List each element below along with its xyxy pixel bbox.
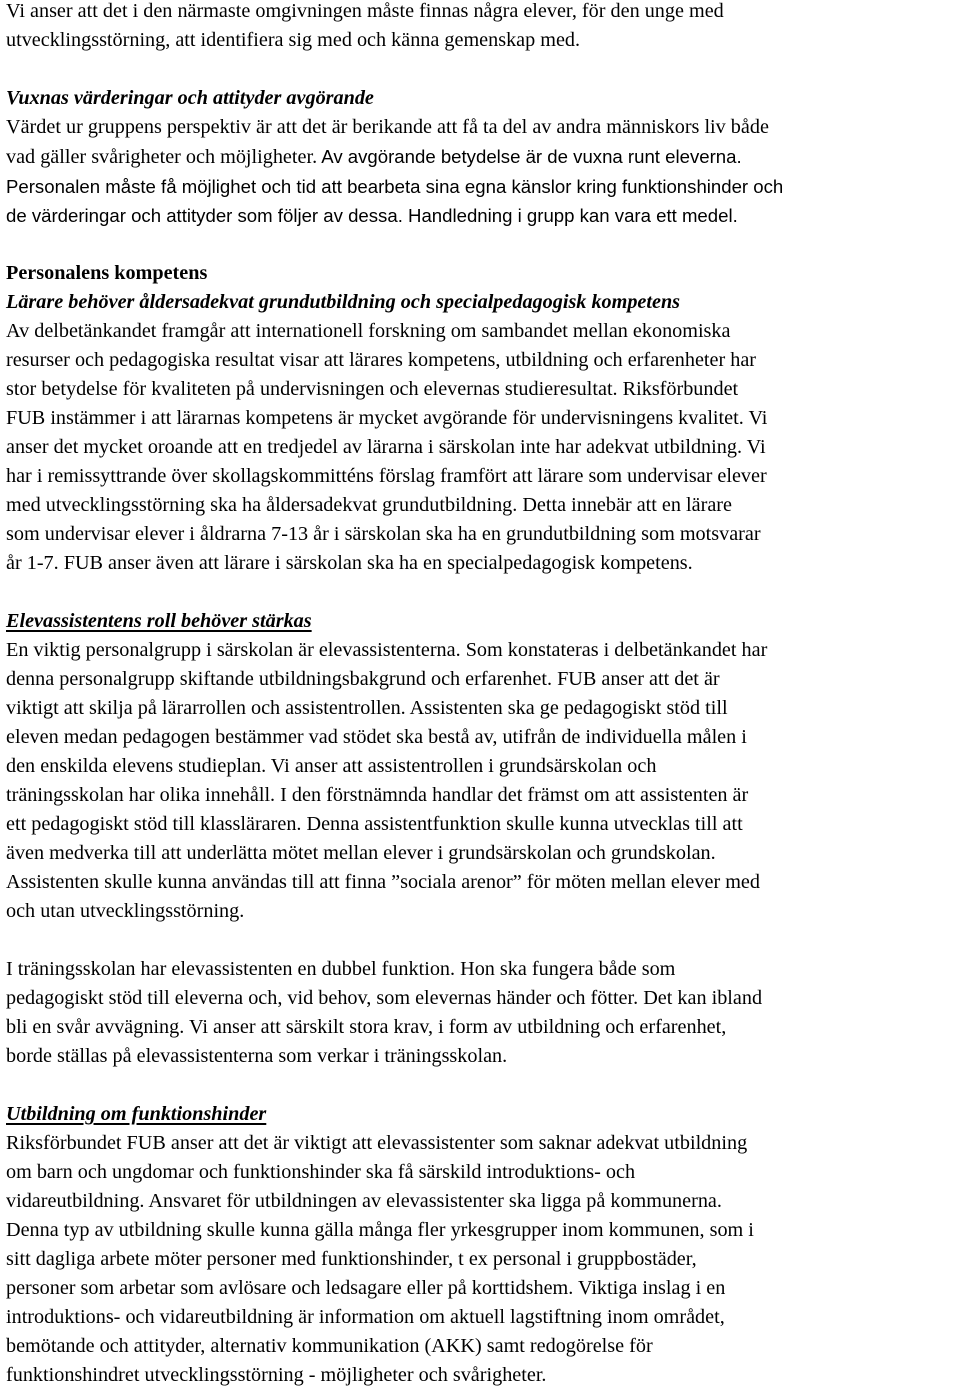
text-line: denna personalgrupp skiftande utbildningsbakgrund och erfarenhet. FUB anser att det är [6, 668, 720, 690]
text-line: FUB instämmer i att lärarnas kompetens är mycket avgörande för undervisningens kvalitet. Vi [6, 407, 768, 429]
text-line: och utan utvecklingsstörning. [6, 900, 245, 922]
section-heading: Vuxnas värderingar och attityder avgörande [6, 87, 374, 109]
text-line: Assistenten skulle kunna användas till att finna ”sociala arenor” för möten mellan elever med [6, 871, 760, 893]
section-subheading: Lärare behöver åldersadekvat grundutbildning och specialpedagogisk kompetens [6, 291, 681, 313]
paragraph-gap [6, 230, 960, 259]
text-line: utvecklingsstörning, att identifiera sig med och känna gemenskap med. [6, 29, 581, 51]
text-line: stor betydelse för kvaliteten på undervisningen och elevernas studieresultat. Riksförbundet [6, 378, 739, 400]
text-line: viktigt att skilja på lärarrollen och assistentrollen. Assistenten ska ge pedagogiskt stöd till [6, 697, 728, 719]
text-line: även medverka till att underlätta mötet mellan elever i grundsärskolan och grundskolan. [6, 842, 716, 864]
section-assistants [6, 607, 960, 926]
text-line: En viktig personalgrupp i särskolan är elevassistenterna. Som konstateras i delbetänkandet har [6, 639, 768, 661]
text-line: träningsskolan har olika innehåll. I den förstnämnda handlar det främst om att assistenten är [6, 784, 749, 806]
text-line: personer som arbetar som avlösare och ledsagare eller på korttidshem. Viktiga inslag i en [6, 1277, 726, 1299]
section-assistants-training-school [6, 955, 960, 1071]
text-line: Vi anser att det i den närmaste omgivningen måste finnas några elever, för den unge med [6, 0, 724, 22]
section-heading: Personalens kompetens [6, 262, 208, 284]
section-competence [6, 259, 960, 578]
text-line: år 1-7. FUB anser även att lärare i särskolan ska ha en specialpedagogisk kompetens. [6, 552, 693, 574]
text-line: som undervisar elever i åldrarna 7-13 år i särskolan ska ha en grundutbildning som motsvarar [6, 523, 761, 545]
text-line: pedagogiskt stöd till eleverna och, vid behov, som elevernas händer och fötter. Det kan ibland [6, 987, 763, 1009]
text-line-mixed [6, 142, 960, 172]
text-line: ett pedagogiskt stöd till klassläraren. Denna assistentfunktion skulle kunna utvecklas till att [6, 813, 743, 835]
text-line: funktionshindret utvecklingsstörning - möjligheter och svårigheter. [6, 1364, 547, 1386]
text-line: introduktions- och vidareutbildning är information om aktuell lagstiftning inom området, [6, 1306, 725, 1328]
text-line: med utvecklingsstörning ska ha åldersadekvat grundutbildning. Detta innebär att en lärare [6, 494, 732, 516]
text-segment: vad gäller svårigheter och möjligheter. [6, 146, 318, 168]
document-page [6, 0, 960, 1390]
text-segment-sans: Av avgörande betydelse är de vuxna runt eleverna. [317, 146, 742, 167]
text-line: bli en svår avvägning. Vi anser att särskilt stora krav, i form av utbildning och erfarenhet, [6, 1016, 727, 1038]
paragraph-gap [6, 578, 960, 607]
section-education [6, 1100, 960, 1390]
paragraph-gap [6, 926, 960, 955]
text-line: bemötande och attityder, alternativ kommunikation (AKK) samt redogörelse för [6, 1335, 653, 1357]
text-line: borde ställas på elevassistenterna som verkar i träningsskolan. [6, 1045, 508, 1067]
text-line-sans: de värderingar och attityder som följer av dessa. Handledning i grupp kan vara ett medel. [6, 205, 738, 226]
text-line-sans: Personalen måste få möjlighet och tid att bearbeta sina egna känslor kring funktionshinder och [6, 176, 784, 197]
text-line: Riksförbundet FUB anser att det är viktigt att elevassistenter som saknar adekvat utbildning [6, 1132, 748, 1154]
text-line: sitt dagliga arbete möter personer med funktionshinder, t ex personal i gruppbostäder, [6, 1248, 697, 1270]
section-heading: Utbildning om funktionshinder [6, 1103, 267, 1125]
text-line: den enskilda elevens studieplan. Vi anser att assistentrollen i grundsärskolan och [6, 755, 657, 777]
intro-paragraph [6, 0, 960, 55]
text-line: Denna typ av utbildning skulle kunna gälla många fler yrkesgrupper inom kommunen, som i [6, 1219, 754, 1241]
text-line: Av delbetänkandet framgår att internationell forskning om sambandet mellan ekonomiska [6, 320, 731, 342]
paragraph-gap [6, 1071, 960, 1100]
text-line: vidareutbildning. Ansvaret för utbildningen av elevassistenter ska ligga på kommunerna. [6, 1190, 722, 1212]
paragraph-gap [6, 55, 960, 84]
text-line: eleven medan pedagogen bestämmer vad stödet ska bestå av, utifrån de individuella målen i [6, 726, 747, 748]
text-line: har i remissyttrande över skollagskommitténs förslag framfört att lärare som undervisar elever [6, 465, 767, 487]
text-line: Värdet ur gruppens perspektiv är att det är berikande att få ta del av andra människors liv både [6, 116, 769, 138]
text-line: om barn och ungdomar och funktionshinder ska få särskild introduktions- och [6, 1161, 636, 1183]
section-heading: Elevassistentens roll behöver stärkas [6, 610, 312, 632]
section-values [6, 84, 960, 230]
text-line: anser det mycket oroande att en tredjedel av lärarna i särskolan inte har adekvat utbildning. Vi [6, 436, 766, 458]
text-line: resurser och pedagogiska resultat visar att lärares kompetens, utbildning och erfarenheter har [6, 349, 757, 371]
text-line: I träningsskolan har elevassistenten en dubbel funktion. Hon ska fungera både som [6, 958, 676, 980]
